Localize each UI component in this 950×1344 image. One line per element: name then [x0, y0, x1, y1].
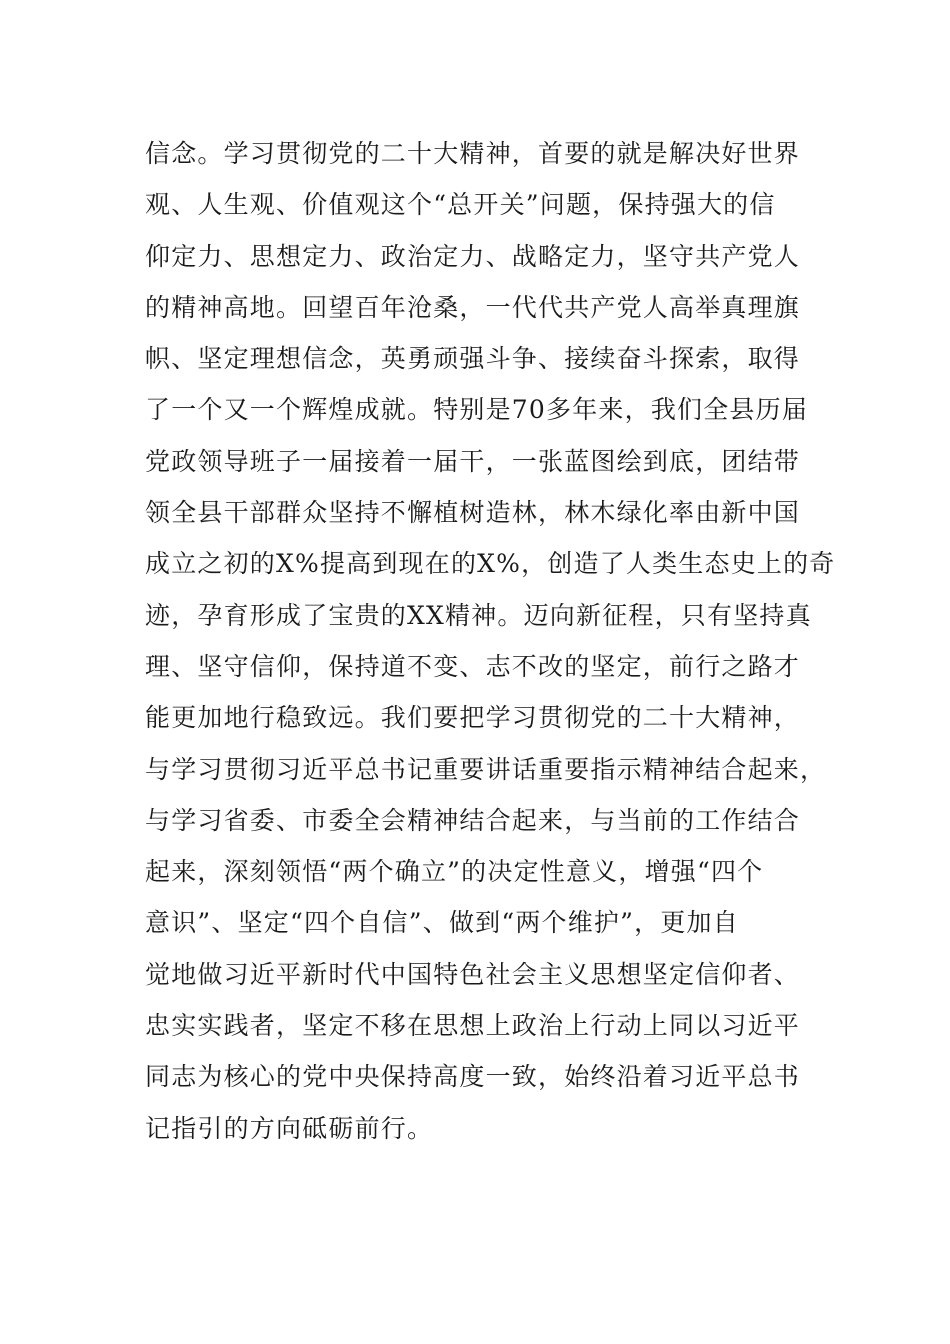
- text-line: 同志为核心的党中央保持高度一致，始终沿着习近平总书: [145, 1062, 801, 1092]
- text-line: 的精神高地。回望百年沧桑，一代代共产党人高举真理旗: [145, 292, 801, 322]
- text-line: 仰定力、思想定力、政治定力、战略定力，坚守共产党人: [145, 241, 801, 271]
- text-line: 与学习省委、市委全会精神结合起来，与当前的工作结合: [145, 805, 801, 835]
- text-line: 理、坚守信仰，保持道不变、志不改的坚定，前行之路才: [145, 651, 801, 681]
- text-line: 党政领导班子一届接着一届干，一张蓝图绘到底，团结带: [145, 446, 801, 476]
- text-line: 起来，深刻领悟“两个确立”的决定性意义，增强“四个: [145, 857, 764, 887]
- text-line: 成立之初的X%提高到现在的X%，创造了人类生态史上的奇: [145, 549, 836, 579]
- text-line: 帜、坚定理想信念，英勇顽强斗争、接续奋斗探索，取得: [145, 344, 801, 374]
- text-line: 忠实实践者，坚定不移在思想上政治上行动上同以习近平: [145, 1011, 801, 1041]
- text-line: 迹，孕育形成了宝贵的XX精神。迈向新征程，只有坚持真: [145, 600, 812, 630]
- text-line: 与学习贯彻习近平总书记重要讲话重要指示精神结合起来，: [145, 754, 827, 784]
- body-paragraph: [145, 128, 836, 1154]
- text-line: 信念。学习贯彻党的二十大精神，首要的就是解决好世界: [145, 139, 801, 168]
- text-line: 领全县干部群众坚持不懈植树造林，林木绿化率由新中国: [145, 498, 801, 528]
- text-line: 意识”、坚定“四个自信”、做到“两个维护”，更加自: [145, 908, 739, 938]
- text-line: 了一个又一个辉煌成就。特别是70多年来，我们全县历届: [145, 395, 809, 425]
- text-line: 能更加地行稳致远。我们要把学习贯彻党的二十大精神，: [145, 703, 801, 733]
- text-line: 记指引的方向砥砺前行。: [145, 1113, 434, 1143]
- text-line: 觉地做习近平新时代中国特色社会主义思想坚定信仰者、: [145, 959, 801, 989]
- text-line: 观、人生观、价值观这个“总开关”问题，保持强大的信: [145, 190, 776, 220]
